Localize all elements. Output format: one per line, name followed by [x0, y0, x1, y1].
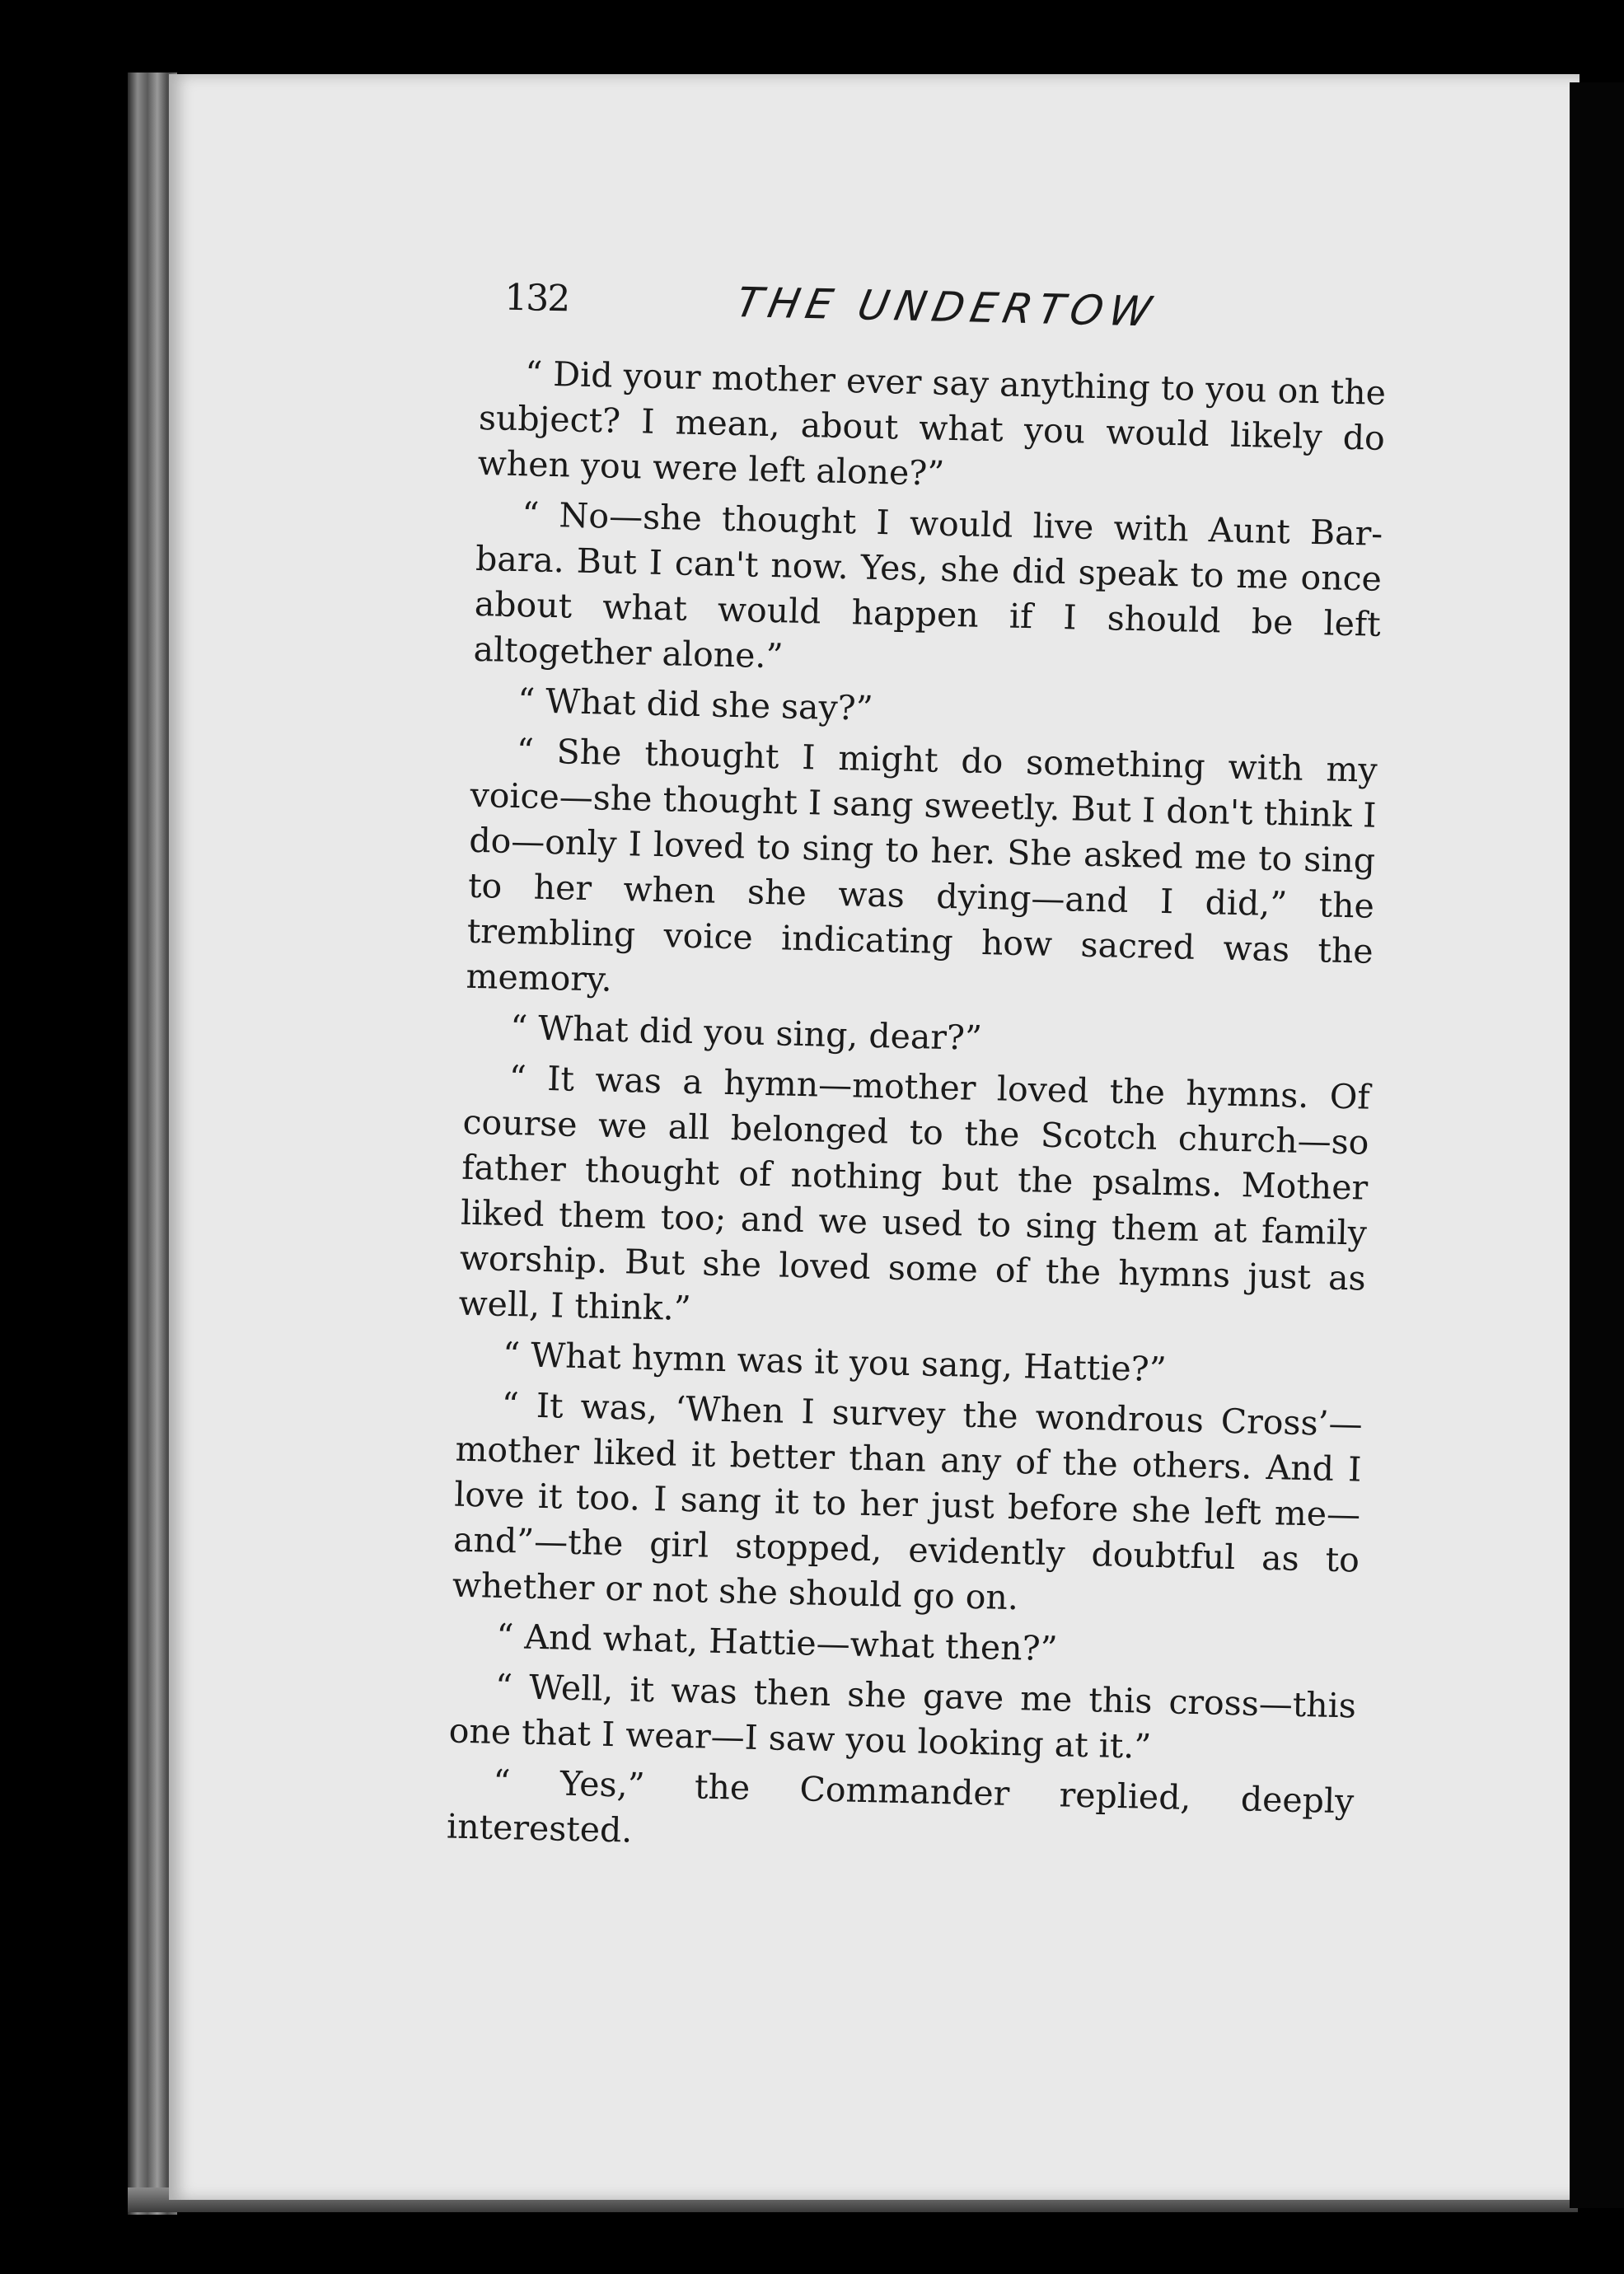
paragraph: “ Well, it was then she gave me this cross—this one that I wear—I saw you looking at it.”: [448, 1666, 1357, 1766]
paragraph: “ What hymn was it you sang, Hattie?”: [502, 1334, 1168, 1390]
running-title: THE UNDERTOW: [732, 278, 1162, 336]
paragraph: “ It was a hymn—mother loved the hymns. Of course we all belonged to the Scotch church—so father thought of nothing but the psalms. Mother liked them too; and we used to sing them at family worship. But she loved some of the hymns just as well, I think.”: [458, 1057, 1371, 1329]
paragraph: “ She thought I might do something with my voice—she thought I sang sweetly. But I don't think I do—only I loved to sing to her. She asked me to sing to her when she was dying—and I did,” the trembling voice indicating how sacred was the memory.: [466, 731, 1378, 999]
paragraph: “ Yes,” the Commander replied, deeply interested.: [446, 1762, 1355, 1851]
paragraph: “ No—she thought I would live with Aunt Bar-bara. But I can't now. Yes, she did speak to me once about what would happen if I should be left altogether alone.”: [473, 494, 1383, 676]
paragraph: “ It was, ‘When I survey the wondrous Cross’—mother liked it better than any of the others. And I love it too. I sang it to her just before she left me—and”—the girl stopped, evidently doubtful as to whether or not she should go on.: [452, 1384, 1364, 1618]
gutter-shadow: [1570, 82, 1624, 2208]
page-number: 132: [503, 276, 569, 321]
paragraph: “ Did your mother ever say anything to you on the subject? I mean, about what you would likely do when you were left alone?”: [477, 353, 1387, 494]
paragraph: “ What did she say?”: [517, 681, 874, 728]
body-text: [446, 350, 1386, 1874]
paragraph: “ And what, Hattie—what then?”: [495, 1616, 1059, 1669]
paragraph: “ What did you sing, dear?”: [509, 1008, 983, 1058]
